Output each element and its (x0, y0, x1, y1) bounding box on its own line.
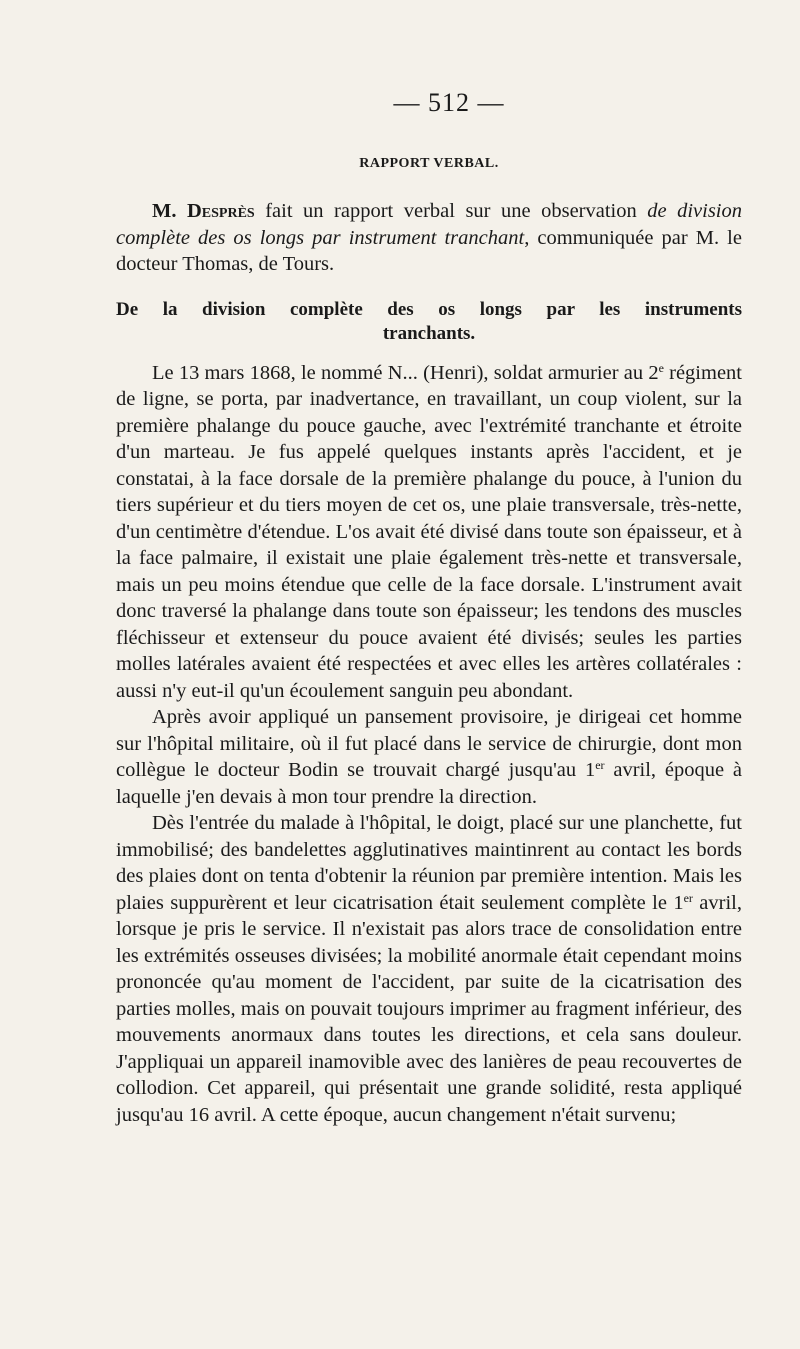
intro-paragraph (116, 198, 742, 278)
section-heading: RAPPORT VERBAL. (359, 156, 499, 171)
paragraph-text: avril, lorsque je pris le service. Il n'existait pas alors trace de consolidation entre les extrémités osseuses divisées; la mobilité anormale était cependant moins prononcée qu'au moment de l'accident, par suite de la cicatrisation des parties molles, mais on pouvait toujours imprimer au fragment inférieur, des mouvements anormaux dans toutes les directions, et cela sans douleur. J'appliquai un appareil inamovible avec des lanières de peau recouvertes de collodion. Cet appareil, qui présentait une grande solidité, resta appliqué jusqu'au 16 avril. A cette époque, aucun changement n'était survenu; (116, 891, 742, 1126)
speaker-name: M. Desprès (152, 200, 255, 222)
paragraph-text: Le 13 mars 1868, le nommé N... (Henri), soldat armurier au 2 (152, 361, 659, 384)
superscript: er (683, 890, 693, 905)
superscript: er (595, 758, 605, 772)
paragraph-text: régiment de ligne, se porta, par inadvertance, en travaillant, un coup violent, sur la première phalange du pouce gauche, avec l'extrémité tranchante et étroite d'un marteau. Je fus appelé quelques instants après l'accident, et je constatai, à la face dorsale de la première phalange du pouce, à l'union du tiers supérieur et du tiers moyen de cet os, une plaie transversale, très-nette, d'un centimètre d'étendue. L'os avait été divisé dans toute son épaisseur, et à la face palmaire, il existait une plaie également très-nette et transversale, mais un peu moins étendue que celle de la face dorsale. L'instrument avait donc traversé la phalange dans toute son épaisseur; les tendons des muscles fléchisseur et extenseur du pouce avaient été divisés; seules les parties molles latérales avaient été respectées et avec elles les artères collatérales : aussi n'y eut-il qu'un écoulement sanguin peu abondant. (116, 361, 742, 702)
intro-text-1: fait un rapport verbal sur une observation (254, 200, 648, 222)
intro-text-2: , communiquée par M. le docteur Thomas, de Tours. (116, 226, 742, 275)
page-number: — 512 — (393, 88, 505, 117)
body-paragraph-3 (116, 810, 742, 1128)
article-title-line-1: De la division complète des os longs par les instruments (116, 298, 742, 320)
paragraph-text: avril, époque à laquelle j'en devais à mon tour prendre la direction. (116, 759, 742, 808)
article-title (116, 298, 742, 346)
article-title-line-2: tranchants. (382, 322, 476, 344)
intro-italic-title: de division complète des os longs par instrument tranchant (116, 200, 742, 249)
paragraph-text: Dès l'entrée du malade à l'hôpital, le doigt, placé sur une planchette, fut immobilisé; des bandelettes agglutinatives maintinrent au contact les bords des plaies dont on tenta d'obtenir la réunion par première intention. Mais les plaies suppurèrent et leur cicatrisation était seulement complète le 1 (116, 812, 742, 914)
body-paragraph-2 (116, 704, 742, 810)
paragraph-text: Après avoir appliqué un pansement provisoire, je dirigeai cet homme sur l'hôpital militaire, où il fut placé dans le service de chirurgie, dont mon collègue le docteur Bodin se trouvait chargé jusqu'au 1 (116, 706, 742, 781)
body-paragraph-1 (116, 360, 742, 705)
superscript: e (658, 360, 664, 375)
